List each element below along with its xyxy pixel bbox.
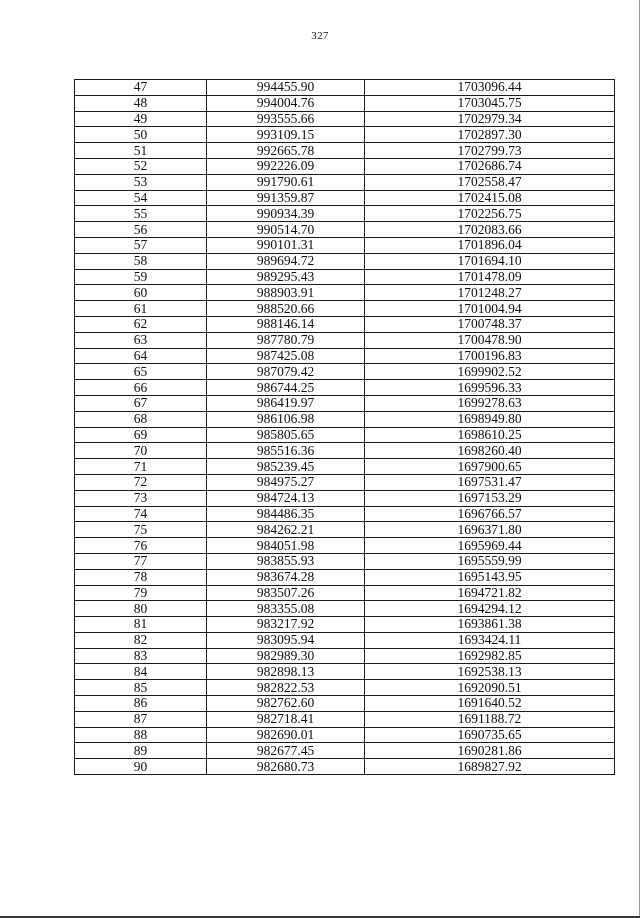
table-row (75, 490, 615, 506)
point-number-cell: 75 (75, 522, 207, 538)
x-coordinate-cell: 994004.76 (207, 95, 365, 111)
point-number-cell: 72 (75, 474, 207, 490)
table-row (75, 380, 615, 396)
point-number-cell: 81 (75, 617, 207, 633)
y-coordinate-cell: 1701004.94 (365, 301, 615, 317)
y-coordinate-cell: 1701248.27 (365, 285, 615, 301)
x-coordinate-cell: 983855.93 (207, 553, 365, 569)
y-coordinate-cell: 1697531.47 (365, 474, 615, 490)
table-row (75, 332, 615, 348)
point-number-cell: 65 (75, 364, 207, 380)
point-number-cell: 68 (75, 411, 207, 427)
table-row (75, 474, 615, 490)
y-coordinate-cell: 1702897.30 (365, 127, 615, 143)
y-coordinate-cell: 1691188.72 (365, 711, 615, 727)
table-row (75, 727, 615, 743)
table-row (75, 316, 615, 332)
x-coordinate-cell: 986419.97 (207, 395, 365, 411)
table-row (75, 443, 615, 459)
table-row (75, 174, 615, 190)
x-coordinate-cell: 990934.39 (207, 206, 365, 222)
x-coordinate-cell: 982718.41 (207, 711, 365, 727)
y-coordinate-cell: 1699278.63 (365, 395, 615, 411)
coordinate-table (74, 79, 615, 775)
x-coordinate-cell: 984486.35 (207, 506, 365, 522)
table-row (75, 664, 615, 680)
table-row (75, 269, 615, 285)
table-row (75, 459, 615, 475)
point-number-cell: 50 (75, 127, 207, 143)
point-number-cell: 67 (75, 395, 207, 411)
y-coordinate-cell: 1696371.80 (365, 522, 615, 538)
y-coordinate-cell: 1690735.65 (365, 727, 615, 743)
y-coordinate-cell: 1700478.90 (365, 332, 615, 348)
point-number-cell: 66 (75, 380, 207, 396)
x-coordinate-cell: 993555.66 (207, 111, 365, 127)
x-coordinate-cell: 991359.87 (207, 190, 365, 206)
point-number-cell: 60 (75, 285, 207, 301)
table-row (75, 585, 615, 601)
x-coordinate-cell: 983674.28 (207, 569, 365, 585)
x-coordinate-cell: 982762.60 (207, 696, 365, 712)
x-coordinate-cell: 986106.98 (207, 411, 365, 427)
point-number-cell: 64 (75, 348, 207, 364)
x-coordinate-cell: 988146.14 (207, 316, 365, 332)
point-number-cell: 78 (75, 569, 207, 585)
x-coordinate-cell: 992665.78 (207, 143, 365, 159)
table-row (75, 111, 615, 127)
table-row (75, 364, 615, 380)
y-coordinate-cell: 1699902.52 (365, 364, 615, 380)
y-coordinate-cell: 1700748.37 (365, 316, 615, 332)
point-number-cell: 79 (75, 585, 207, 601)
point-number-cell: 77 (75, 553, 207, 569)
x-coordinate-cell: 989694.72 (207, 253, 365, 269)
x-coordinate-cell: 982677.45 (207, 743, 365, 759)
y-coordinate-cell: 1698610.25 (365, 427, 615, 443)
table-row (75, 395, 615, 411)
x-coordinate-cell: 990101.31 (207, 237, 365, 253)
y-coordinate-cell: 1694721.82 (365, 585, 615, 601)
y-coordinate-cell: 1694294.12 (365, 601, 615, 617)
point-number-cell: 88 (75, 727, 207, 743)
x-coordinate-cell: 987425.08 (207, 348, 365, 364)
y-coordinate-cell: 1702799.73 (365, 143, 615, 159)
x-coordinate-cell: 985239.45 (207, 459, 365, 475)
point-number-cell: 53 (75, 174, 207, 190)
table-row (75, 95, 615, 111)
point-number-cell: 82 (75, 632, 207, 648)
x-coordinate-cell: 985516.36 (207, 443, 365, 459)
y-coordinate-cell: 1703096.44 (365, 80, 615, 96)
point-number-cell: 48 (75, 95, 207, 111)
table-row (75, 237, 615, 253)
table-row (75, 617, 615, 633)
x-coordinate-cell: 983355.08 (207, 601, 365, 617)
x-coordinate-cell: 983507.26 (207, 585, 365, 601)
point-number-cell: 69 (75, 427, 207, 443)
point-number-cell: 63 (75, 332, 207, 348)
table-row (75, 569, 615, 585)
point-number-cell: 84 (75, 664, 207, 680)
table-row (75, 301, 615, 317)
table-row (75, 285, 615, 301)
y-coordinate-cell: 1696766.57 (365, 506, 615, 522)
y-coordinate-cell: 1693424.11 (365, 632, 615, 648)
page-number: 327 (311, 30, 329, 42)
table-row (75, 522, 615, 538)
y-coordinate-cell: 1701896.04 (365, 237, 615, 253)
x-coordinate-cell: 988520.66 (207, 301, 365, 317)
point-number-cell: 58 (75, 253, 207, 269)
y-coordinate-cell: 1697900.65 (365, 459, 615, 475)
table-row (75, 506, 615, 522)
y-coordinate-cell: 1695559.99 (365, 553, 615, 569)
point-number-cell: 83 (75, 648, 207, 664)
y-coordinate-cell: 1702256.75 (365, 206, 615, 222)
y-coordinate-cell: 1692982.85 (365, 648, 615, 664)
point-number-cell: 70 (75, 443, 207, 459)
table-row (75, 158, 615, 174)
point-number-cell: 54 (75, 190, 207, 206)
table-row (75, 743, 615, 759)
table-row (75, 222, 615, 238)
y-coordinate-cell: 1702558.47 (365, 174, 615, 190)
point-number-cell: 61 (75, 301, 207, 317)
x-coordinate-cell: 984262.21 (207, 522, 365, 538)
y-coordinate-cell: 1689827.92 (365, 759, 615, 775)
x-coordinate-cell: 982680.73 (207, 759, 365, 775)
point-number-cell: 74 (75, 506, 207, 522)
y-coordinate-cell: 1699596.33 (365, 380, 615, 396)
y-coordinate-cell: 1698260.40 (365, 443, 615, 459)
coordinate-table-body (75, 80, 615, 775)
x-coordinate-cell: 988903.91 (207, 285, 365, 301)
table-row (75, 411, 615, 427)
x-coordinate-cell: 982690.01 (207, 727, 365, 743)
point-number-cell: 89 (75, 743, 207, 759)
y-coordinate-cell: 1702083.66 (365, 222, 615, 238)
table-row (75, 80, 615, 96)
table-row (75, 190, 615, 206)
table-row (75, 206, 615, 222)
point-number-cell: 52 (75, 158, 207, 174)
y-coordinate-cell: 1702979.34 (365, 111, 615, 127)
point-number-cell: 51 (75, 143, 207, 159)
table-row (75, 253, 615, 269)
point-number-cell: 62 (75, 316, 207, 332)
x-coordinate-cell: 994455.90 (207, 80, 365, 96)
table-row (75, 648, 615, 664)
table-row (75, 143, 615, 159)
y-coordinate-cell: 1695143.95 (365, 569, 615, 585)
y-coordinate-cell: 1703045.75 (365, 95, 615, 111)
point-number-cell: 56 (75, 222, 207, 238)
y-coordinate-cell: 1698949.80 (365, 411, 615, 427)
x-coordinate-cell: 987079.42 (207, 364, 365, 380)
y-coordinate-cell: 1690281.86 (365, 743, 615, 759)
table-row (75, 538, 615, 554)
point-number-cell: 47 (75, 80, 207, 96)
y-coordinate-cell: 1693861.38 (365, 617, 615, 633)
point-number-cell: 49 (75, 111, 207, 127)
x-coordinate-cell: 984051.98 (207, 538, 365, 554)
point-number-cell: 71 (75, 459, 207, 475)
x-coordinate-cell: 984724.13 (207, 490, 365, 506)
point-number-cell: 57 (75, 237, 207, 253)
y-coordinate-cell: 1695969.44 (365, 538, 615, 554)
point-number-cell: 85 (75, 680, 207, 696)
y-coordinate-cell: 1692090.51 (365, 680, 615, 696)
y-coordinate-cell: 1702686.74 (365, 158, 615, 174)
point-number-cell: 86 (75, 696, 207, 712)
x-coordinate-cell: 982822.53 (207, 680, 365, 696)
x-coordinate-cell: 992226.09 (207, 158, 365, 174)
point-number-cell: 80 (75, 601, 207, 617)
x-coordinate-cell: 983217.92 (207, 617, 365, 633)
table-row (75, 632, 615, 648)
y-coordinate-cell: 1697153.29 (365, 490, 615, 506)
y-coordinate-cell: 1691640.52 (365, 696, 615, 712)
x-coordinate-cell: 991790.61 (207, 174, 365, 190)
table-row (75, 553, 615, 569)
x-coordinate-cell: 983095.94 (207, 632, 365, 648)
y-coordinate-cell: 1701694.10 (365, 253, 615, 269)
y-coordinate-cell: 1702415.08 (365, 190, 615, 206)
table-row (75, 696, 615, 712)
point-number-cell: 87 (75, 711, 207, 727)
x-coordinate-cell: 989295.43 (207, 269, 365, 285)
x-coordinate-cell: 986744.25 (207, 380, 365, 396)
table-row (75, 680, 615, 696)
y-coordinate-cell: 1692538.13 (365, 664, 615, 680)
x-coordinate-cell: 993109.15 (207, 127, 365, 143)
y-coordinate-cell: 1701478.09 (365, 269, 615, 285)
table-row (75, 759, 615, 775)
x-coordinate-cell: 985805.65 (207, 427, 365, 443)
point-number-cell: 90 (75, 759, 207, 775)
x-coordinate-cell: 982898.13 (207, 664, 365, 680)
table-row (75, 348, 615, 364)
x-coordinate-cell: 990514.70 (207, 222, 365, 238)
point-number-cell: 73 (75, 490, 207, 506)
table-row (75, 711, 615, 727)
point-number-cell: 76 (75, 538, 207, 554)
point-number-cell: 59 (75, 269, 207, 285)
point-number-cell: 55 (75, 206, 207, 222)
table-row (75, 427, 615, 443)
table-row (75, 127, 615, 143)
x-coordinate-cell: 982989.30 (207, 648, 365, 664)
y-coordinate-cell: 1700196.83 (365, 348, 615, 364)
x-coordinate-cell: 987780.79 (207, 332, 365, 348)
x-coordinate-cell: 984975.27 (207, 474, 365, 490)
table-row (75, 601, 615, 617)
